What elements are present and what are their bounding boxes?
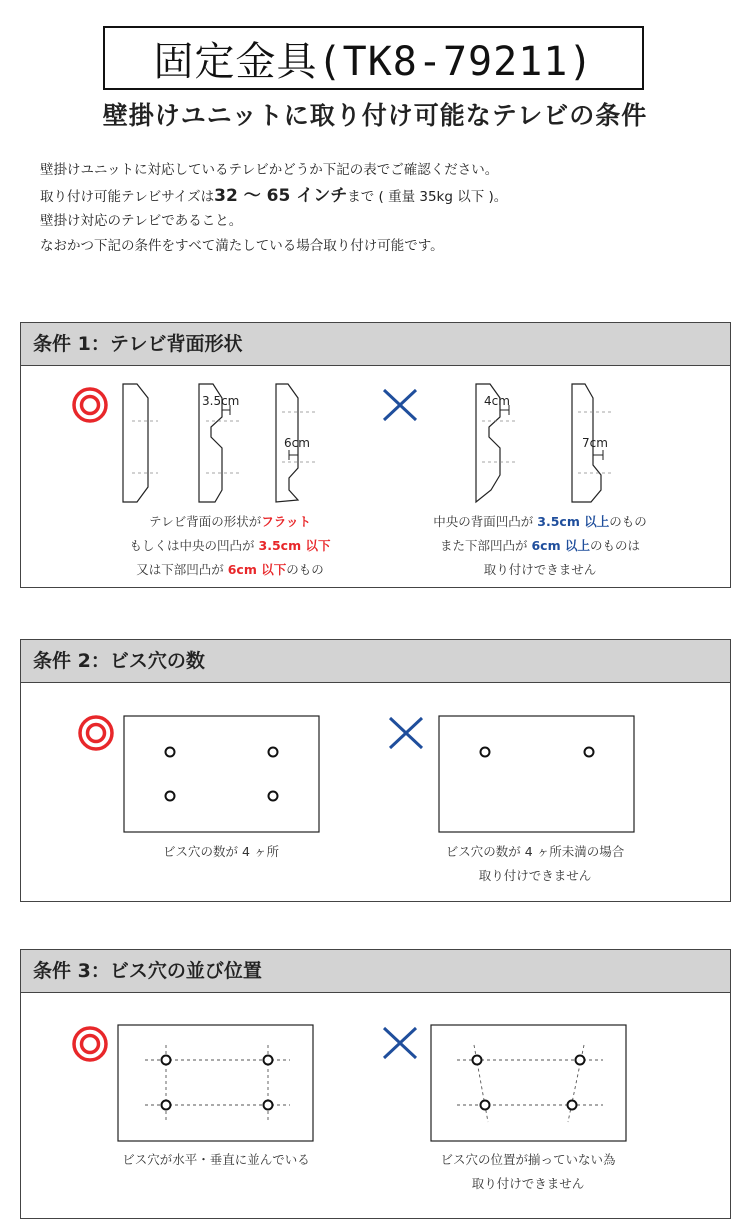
condition-3-ng-caption (418, 1148, 638, 1196)
caption-highlight: 3.5cm 以上 (537, 514, 610, 529)
caption-text: 取り付けできません (483, 562, 597, 577)
caption-highlight: フラット (261, 514, 312, 529)
caption-text: ビス穴の位置が揃っていない為 (440, 1152, 616, 1167)
caption-highlight: 3.5cm 以下 (258, 538, 331, 553)
dimension-label-4: 4cm (484, 394, 510, 408)
condition-1-title: 条件 1：テレビ背面形状 (33, 333, 243, 355)
condition-2-title: 条件 2：ビス穴の数 (33, 650, 205, 672)
caption-text: 又は下部凹凸が (136, 562, 228, 577)
dimension-label-7: 7cm (582, 436, 608, 450)
caption-text: のものは (589, 538, 640, 553)
intro-line-2-post: まで ( 重量 35kg 以下 )。 (347, 189, 508, 205)
caption-highlight: 6cm 以下 (227, 562, 287, 577)
condition-2-ok-caption: ビス穴の数が 4 ヶ所 (163, 844, 279, 859)
caption-highlight: 6cm 以上 (531, 538, 590, 553)
dimension-label-35: 3.5cm (202, 394, 240, 408)
caption-text: 中央の背面凹凸が (433, 514, 538, 529)
caption-text: のもの (609, 514, 647, 529)
caption-text: 取り付けできません (471, 1176, 585, 1191)
caption-text: ビス穴の数が 4 ヶ所未満の場合 (445, 844, 625, 859)
intro-line-4: なおかつ下記の条件をすべて満たしている場合取り付け可能です。 (40, 238, 444, 254)
condition-3-title: 条件 3：ビス穴の並び位置 (33, 960, 262, 982)
screw-holes-misaligned (473, 1056, 585, 1110)
caption-text: のもの (286, 562, 324, 577)
caption-text: もしくは中央の凹凸が (129, 538, 259, 553)
tv-back-misaligned (431, 1025, 626, 1141)
caption-text: テレビ背面の形状が (148, 514, 262, 529)
product-title: 固定金具(TK8-79211) (153, 38, 594, 85)
intro-tv-size: 32 〜 65 インチ (214, 186, 348, 206)
intro-line-1: 壁掛けユニットに対応しているテレビかどうか下記の表でご確認ください。 (40, 162, 499, 178)
screw-holes-aligned (162, 1056, 273, 1110)
caption-text: また下部凹凸が (440, 538, 532, 553)
intro-line-3: 壁掛け対応のテレビであること。 (40, 213, 243, 229)
condition-3-ok-caption: ビス穴が水平・垂直に並んでいる (122, 1152, 310, 1167)
page-heading: 壁掛けユニットに取り付け可能なテレビの条件 (102, 101, 648, 130)
intro-line-2-pre: 取り付け可能テレビサイズは (40, 189, 215, 205)
caption-text: 取り付けできません (478, 868, 592, 883)
tv-back-aligned (118, 1025, 313, 1141)
dimension-label-6: 6cm (284, 436, 310, 450)
